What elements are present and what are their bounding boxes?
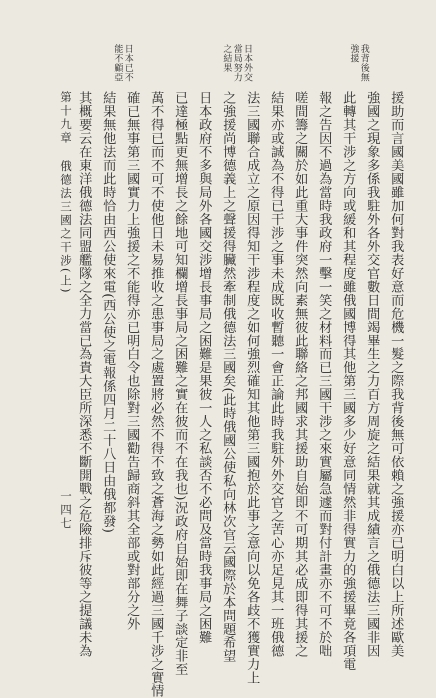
body-column-10: 已達極點更無增長之餘地可知欄增長事局之困難之實在彼而不在我也)況政府自始即在舞子談定非至 — [172, 91, 188, 677]
body-column-6: 結果亦或誠為不得已干涉之事未成既收暫聽一會正論此時我駐外外交官之苦心亦足見其一班俄德 — [268, 91, 284, 658]
margin-note-1: 日本已不能不顧亞 — [112, 44, 133, 82]
body-column-5: 嗟間籌之關於如此重大事件突然向素無彼此聯絡之邦國求其援助自始即不可期其必成即得其援之 — [292, 91, 308, 658]
body-column-1: 援助而言國美國雖加何對我表好意而危機一髮之際我背後無可依賴之強援亦已明白以上所述歐美 — [388, 91, 404, 658]
body-column-14: 其概要云在東洋俄德法同盟艦隊之全力當已為貴大臣所深悉不斷開戰之危險排斥彼等之提議未為 — [76, 91, 92, 658]
body-column-3: 此轉其干涉之方向或緩和其程度雖俄國博得其他第三國多少好意同情然非得實力的強援畢竟各項電 — [340, 91, 356, 671]
body-column-13: 結果無他法而此時恰由西公使來電(西公使之電報係四月二十八日由俄都發) — [100, 91, 116, 534]
body-column-12: 確已無事第三國實力上強援之不能得亦已明白令也除對三國勸告歸商斜其全部或對部分之外 — [124, 91, 140, 631]
chapter-label: 第十九章 — [59, 91, 73, 145]
section-title: 俄德法三國之干涉(上) — [59, 160, 73, 295]
body-column-4: 報之告因不過為當時我政府一擊一笑之材料而已三國干涉之來實屬急遽而對付計畫亦不可不於咄 — [316, 91, 332, 658]
body-column-7: 法三國聯合成立之原因得知干涉程度之如何強烈確知其他第三國抱於此事之意向以免各歧不獲實力上 — [244, 91, 260, 685]
body-column-9: 日本政府不多與局外各國交涉增長事局之困難是果彼一人之私談否不必問及當時我事局之困難 — [196, 91, 212, 644]
margin-note-2: 日本外交當局努力之結果 — [221, 44, 253, 82]
page-number: 一四七 — [59, 490, 73, 531]
body-column-11: 萬不得已而不可不使他日未易推收之患事局之處置將必然不得不致之蒼海之勢如此經過三國千涉之實情 — [148, 91, 164, 698]
body-column-2: 強國之現象多係我駐外各外交官數日間竭畢生之力百方周旋之結果就其成績言之俄德法三國非因 — [364, 91, 380, 658]
body-column-8: 之強援尚博德義上之聲援得臟然牽制俄德法三國矣(此時俄國公使私向林次官云國際於本問題希望 — [220, 91, 236, 663]
margin-note-3: 我背後無強援 — [348, 44, 369, 82]
